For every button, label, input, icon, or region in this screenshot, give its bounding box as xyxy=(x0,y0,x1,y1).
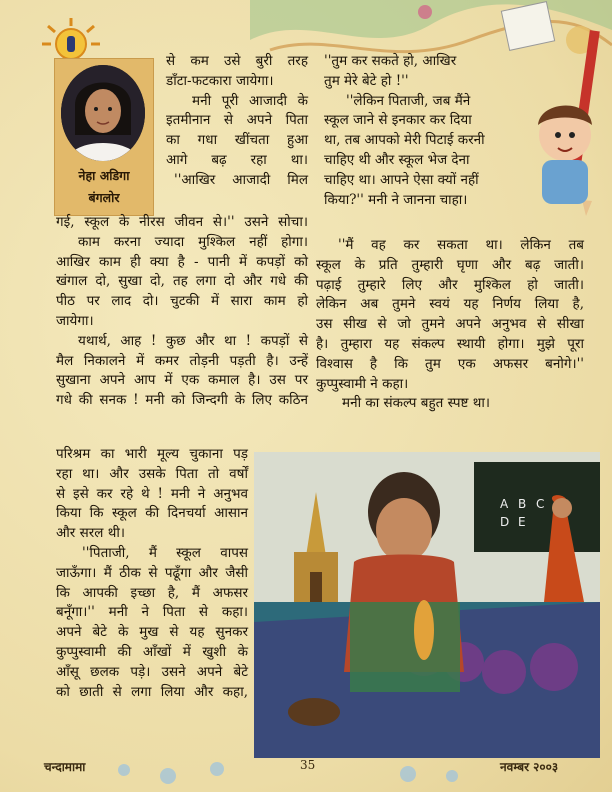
text-line: जायेगा। xyxy=(56,312,94,329)
blackboard-letter: C xyxy=(536,497,545,511)
text-line: मनी का संकल्प बहुत स्पष्ट था। xyxy=(342,395,490,412)
text-line: से इसे कर रहे थे ! मनी ने अनुभव xyxy=(56,485,248,502)
blackboard-letter: A xyxy=(500,497,509,511)
blackboard-letter: E xyxy=(518,515,526,529)
text-line: किया?'' मनी ने जानना चाहा। xyxy=(324,191,468,208)
author-caption xyxy=(55,165,153,209)
text-line: उस सीख से जो तुमने अपने अनुभव से सीखा xyxy=(316,316,584,333)
decorative-bubble xyxy=(400,766,416,782)
text-line: गई, स्कूल के नीरस जीवन से।'' उसने सोचा। xyxy=(56,214,308,230)
text-line: गधे की सनक ! मनी को जिन्दगी के लिए कठिन xyxy=(56,392,308,409)
text-line: चाहिए था। आपने ऐसा क्यों नहीं xyxy=(324,171,479,188)
text-line: ''तुम कर सकते हो, आखिर xyxy=(324,53,457,69)
text-line: चाहिए थी और स्कूल भेज देना xyxy=(324,151,470,168)
text-line: जाऊँगा। मैं ठीक से पढूँगा और जैसी xyxy=(56,564,248,581)
portrait-image xyxy=(61,65,145,161)
text-line: स्कूल के प्रति तुम्हारी घृणा और बढ़ जाती। xyxy=(316,256,584,273)
author-name: नेहा अडिगा xyxy=(78,168,130,183)
author-photo-box xyxy=(54,58,154,216)
author-city: बंगलोर xyxy=(88,190,120,205)
text-line: और सरल थी। xyxy=(56,525,125,542)
text-line: को छाती से लगा लिया और कहा, xyxy=(56,683,248,700)
decorative-bubble xyxy=(446,770,458,782)
footer-magazine-name: चन्दामामा xyxy=(44,760,86,774)
text-column-left xyxy=(56,213,308,411)
text-line: परिश्रम का भारी मूल्य चुकाना पड़ xyxy=(56,446,248,462)
text-column-right-lower xyxy=(316,236,584,414)
text-line: खंगाल दो, सुखा दो, तह लगा दो और गधे की xyxy=(56,273,308,290)
decorative-bubble xyxy=(160,768,176,784)
text-column-beside-photo xyxy=(166,52,308,191)
decorative-bubble xyxy=(210,762,224,776)
text-line: यथार्थ, आह ! कुछ और था ! कपड़ों से xyxy=(78,332,308,349)
text-line: ''आखिर आजादी मिल xyxy=(174,171,308,188)
text-line: सुखाना अपने आप में एक कमाल है। उस पर xyxy=(56,372,308,389)
text-line: मैल निकालने में कमर तोड़नी पड़ती है। उन्हें xyxy=(56,352,308,369)
text-line: आगे बढ़ रहा था। xyxy=(166,151,308,168)
text-line: का गधा खींचता हुआ xyxy=(166,132,308,149)
text-line: रहा था। और उसके पिता तो वर्षों xyxy=(56,465,248,482)
text-line: आँसू छलक पड़े। उसने अपने बेटे xyxy=(56,663,248,680)
text-line: काम करना ज्यादा मुश्किल नहीं होगा। xyxy=(78,233,308,250)
footer-issue-date: नवम्बर २००३ xyxy=(500,760,559,774)
text-line: तुम मेरे बेटे हो !'' xyxy=(324,72,409,89)
text-line: आखिर काम ही क्या है - पानी में कपड़ों को xyxy=(56,253,308,270)
sun-logo-icon xyxy=(40,16,102,60)
text-line: बनूँगा।'' मनी ने पिता से कहा। xyxy=(56,604,248,621)
text-line: मनी पूरी आजादी के xyxy=(192,92,308,109)
text-line: कुप्पुस्वामी ने कहा। xyxy=(316,375,409,392)
text-line: पढ़ाई तुम्हारे लिए और मुश्किल हो जाती। xyxy=(316,276,584,293)
text-line: ''पिताजी, मैं स्कूल वापस xyxy=(82,544,248,561)
text-line: अपने बेटे के मुख से यह सुनकर xyxy=(56,624,248,641)
text-line: लेकिन अब तुमने स्वयं यह निर्णय लिया है, xyxy=(316,296,584,313)
text-line: स्कूल जाने से इनकार कर दिया xyxy=(324,112,472,129)
text-line: है। तुम्हारा यह संकल्प स्थायी होगा। मुझे पूरा xyxy=(316,335,584,352)
blackboard-letter: B xyxy=(518,497,527,511)
page-number: 35 xyxy=(300,758,316,772)
text-line: ''मैं वह कर सकता था। लेकिन तब xyxy=(338,237,584,253)
text-column-right xyxy=(316,52,584,210)
text-line: किया कि स्कूल की दिनचर्या आसान xyxy=(56,505,248,522)
blackboard-letter: D xyxy=(500,515,510,529)
story-illustration xyxy=(254,452,600,758)
author-photo xyxy=(61,65,145,161)
text-column-left-lower xyxy=(56,445,248,702)
text-line: कुप्पुस्वामी की आँखों में खुशी के xyxy=(56,643,248,660)
decorative-bubble xyxy=(118,764,130,776)
text-line: इतमीनान से अपने पिता xyxy=(166,112,308,129)
text-line: डाँटा-फटकारा जायेगा। xyxy=(166,72,274,89)
text-line: था, तब आपको मेरी पिटाई करनी xyxy=(324,132,485,149)
text-line: से कम उसे बुरी तरह xyxy=(166,53,308,69)
text-line: कि आपकी इच्छा है, मैं अफसर xyxy=(56,584,248,601)
text-line: ''लेकिन पिताजी, जब मैंने xyxy=(346,92,471,109)
text-line: विश्वास है कि तुम एक अफसर बनोगे।'' xyxy=(316,355,584,372)
text-line: पीठ पर लाद दो। चुटकी में सारा काम हो xyxy=(56,293,308,310)
